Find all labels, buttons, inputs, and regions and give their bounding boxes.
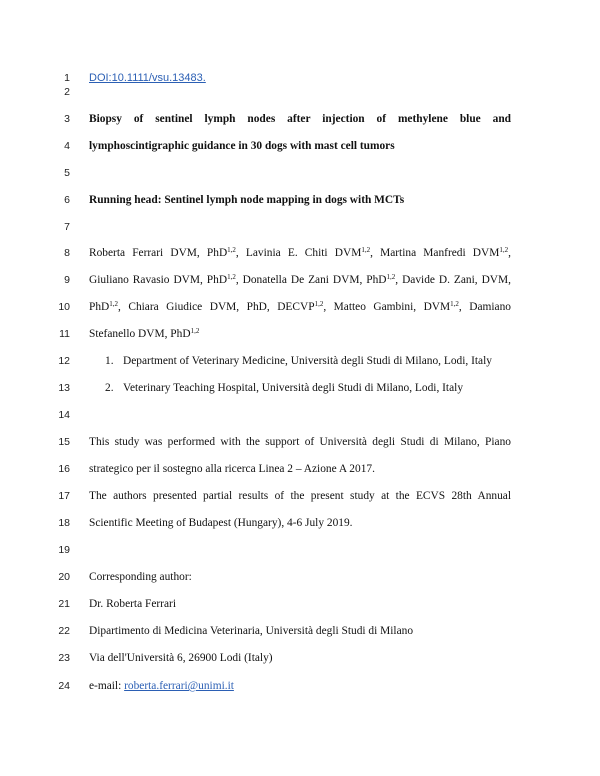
author-name: Giuliano Ravasio DVM, PhD bbox=[89, 274, 228, 286]
line-number: 2 bbox=[64, 86, 70, 98]
authors-line-4 bbox=[89, 324, 511, 344]
author-name: Damiano bbox=[469, 301, 511, 313]
line-4 bbox=[0, 136, 600, 156]
line-19 bbox=[0, 540, 600, 560]
presented-line-1: The authors presented partial results of the present study at the ECVS 28th Annual bbox=[89, 490, 511, 502]
support-line-2: strategico per il sostegno alla ricerca Linea 2 – Azione A 2017. bbox=[89, 463, 375, 475]
line-6 bbox=[0, 190, 600, 210]
doi-text[interactable]: DOI:10.1111/vsu.13483. bbox=[89, 72, 206, 84]
line-21 bbox=[0, 594, 600, 614]
author-affiliation: 1,2 bbox=[190, 327, 200, 335]
line-14 bbox=[0, 405, 600, 425]
line-24 bbox=[0, 676, 600, 696]
line-number: 5 bbox=[64, 167, 70, 179]
line-2 bbox=[0, 82, 600, 102]
line-9 bbox=[0, 270, 600, 290]
presented-line-2: Scientific Meeting of Budapest (Hungary), 4-6 July 2019. bbox=[89, 517, 353, 529]
line-7 bbox=[0, 217, 600, 237]
line-8 bbox=[0, 243, 600, 263]
line-10 bbox=[0, 297, 600, 317]
author-name: Davide D. Zani, DVM, bbox=[402, 274, 511, 286]
line-number: 7 bbox=[64, 221, 70, 233]
author-affiliation: 1,2 bbox=[109, 300, 119, 308]
author-affiliation: 1,2 bbox=[386, 273, 396, 281]
line-20 bbox=[0, 567, 600, 587]
line-13 bbox=[0, 378, 600, 398]
title-line-1: Biopsy of sentinel lymph nodes after injection of methylene blue and bbox=[89, 113, 511, 125]
line-number: 16 bbox=[58, 463, 70, 475]
line-5 bbox=[0, 163, 600, 183]
line-number: 8 bbox=[64, 247, 70, 259]
line-number: 15 bbox=[58, 436, 70, 448]
affiliation-text: Department of Veterinary Medicine, Università degli Studi di Milano, Lodi, Italy bbox=[123, 355, 492, 367]
line-17 bbox=[0, 486, 600, 506]
author-affiliation: 1,2 bbox=[227, 273, 236, 281]
line-number: 21 bbox=[58, 598, 70, 610]
title-line-2: lymphoscintigraphic guidance in 30 dogs with mast cell tumors bbox=[89, 140, 395, 152]
affiliation-item bbox=[105, 378, 463, 398]
affiliation-number: 1. bbox=[105, 355, 114, 367]
line-number: 1 bbox=[64, 72, 70, 84]
corresponding-name: Dr. Roberta Ferrari bbox=[89, 598, 176, 610]
running-head: Running head: Sentinel lymph node mapping in dogs with MCTs bbox=[89, 194, 405, 206]
line-18 bbox=[0, 513, 600, 533]
line-22 bbox=[0, 621, 600, 641]
line-number: 10 bbox=[58, 301, 70, 313]
line-3 bbox=[0, 109, 600, 129]
line-number: 19 bbox=[58, 544, 70, 556]
line-number: 22 bbox=[58, 625, 70, 637]
line-number: 12 bbox=[58, 355, 70, 367]
line-number: 4 bbox=[64, 140, 70, 152]
line-number: 3 bbox=[64, 113, 70, 125]
authors-line-3: PhD$^{1,2}$, Chiara Giudice DVM, PhD, DECVP$^{1,2}$, Matteo Gambini, DVM$^{1,2}$, Damiano bbox=[89, 300, 511, 313]
author-name: Stefanello DVM, PhD bbox=[89, 328, 191, 340]
line-number: 23 bbox=[58, 652, 70, 664]
line-16 bbox=[0, 459, 600, 479]
corresponding-label: Corresponding author: bbox=[89, 571, 192, 583]
line-number: 6 bbox=[64, 194, 70, 206]
affiliation-text: Veterinary Teaching Hospital, Università degli Studi di Milano, Lodi, Italy bbox=[123, 382, 464, 394]
authors-line-2: Giuliano Ravasio DVM, PhD$^{1,2}$, Donatella De Zani DVM, PhD$^{1,2}$, Davide D. Zani, DVM, bbox=[89, 273, 511, 286]
author-affiliation: 1,2 bbox=[361, 246, 371, 254]
author-affiliation: 1,2 bbox=[499, 246, 509, 254]
support-line-1: This study was performed with the support of Università degli Studi di Milano, Piano bbox=[89, 436, 511, 448]
author-name: Roberta Ferrari DVM, PhD bbox=[89, 247, 228, 259]
author-name: Matteo Gambini, DVM bbox=[333, 301, 451, 313]
line-number: 9 bbox=[64, 274, 70, 286]
corresponding-address: Via dell'Università 6, 26900 Lodi (Italy) bbox=[89, 652, 273, 664]
corresponding-department: Dipartimento di Medicina Veterinaria, Università degli Studi di Milano bbox=[89, 625, 414, 637]
email-line bbox=[89, 676, 511, 696]
line-number: 17 bbox=[58, 490, 70, 502]
author-name: Martina Manfredi DVM bbox=[380, 247, 500, 259]
email-link[interactable]: roberta.ferrari@unimi.it bbox=[124, 680, 234, 692]
line-23 bbox=[0, 648, 600, 668]
author-name: Chiara Giudice DVM, PhD, DECVP bbox=[128, 301, 315, 313]
line-number: 24 bbox=[58, 680, 70, 692]
line-number: 14 bbox=[58, 409, 70, 421]
author-affiliation: 1,2 bbox=[314, 300, 324, 308]
author-affiliation: 1,2 bbox=[227, 246, 236, 254]
line-number: 18 bbox=[58, 517, 70, 529]
affiliation-number: 2. bbox=[105, 382, 114, 394]
line-number: 11 bbox=[59, 328, 70, 340]
author-name: Lavinia E. Chiti DVM bbox=[245, 247, 362, 259]
affiliation-item bbox=[105, 351, 492, 371]
line-number: 20 bbox=[58, 571, 70, 583]
line-number: 13 bbox=[58, 382, 70, 394]
line-15 bbox=[0, 432, 600, 452]
author-affiliation: 1,2 bbox=[450, 300, 459, 308]
author-name: Donatella De Zani DVM, PhD bbox=[242, 274, 387, 286]
line-11 bbox=[0, 324, 600, 344]
email-label: e-mail: bbox=[89, 680, 125, 692]
author-name: PhD bbox=[89, 301, 110, 313]
authors-line-1: Roberta Ferrari DVM, PhD$^{1,2}$, Lavinia E. Chiti DVM$^{1,2}$, Martina Manfredi DVM$^{1,2}$, bbox=[89, 246, 511, 259]
line-12 bbox=[0, 351, 600, 371]
